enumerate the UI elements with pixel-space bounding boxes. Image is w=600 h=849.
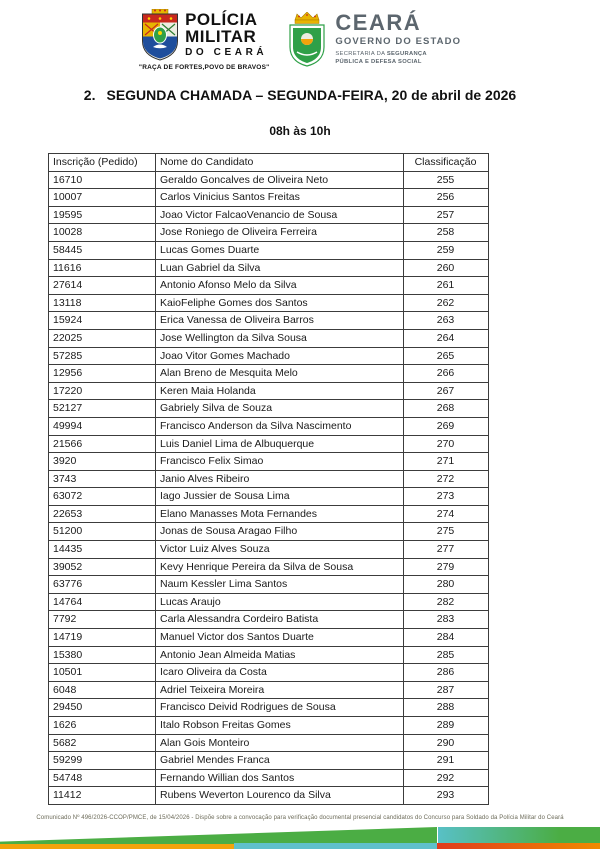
- table-cell: KaioFeliphe Gomes dos Santos: [156, 294, 404, 312]
- table-row: [49, 224, 489, 242]
- table-row: [49, 717, 489, 735]
- table-cell: 27614: [49, 277, 156, 295]
- table-row: [49, 558, 489, 576]
- ceara-government-label: GOVERNO DO ESTADO: [335, 36, 462, 47]
- table-row: [49, 435, 489, 453]
- pmce-line2: MILITAR: [185, 26, 257, 46]
- footer-teal-block: [438, 827, 600, 843]
- table-row: [49, 752, 489, 770]
- table-cell: 63776: [49, 576, 156, 594]
- table-cell: Carlos Vinicius Santos Freitas: [156, 189, 404, 207]
- table-cell: 260: [404, 259, 489, 277]
- table-cell: 293: [404, 787, 489, 805]
- table-cell: 262: [404, 294, 489, 312]
- table-row: [49, 699, 489, 717]
- table-cell: 275: [404, 523, 489, 541]
- title-number: 2.: [83, 87, 96, 103]
- table-cell: Joao Victor FalcaoVenancio de Sousa: [156, 206, 404, 224]
- table-row: [49, 312, 489, 330]
- table-header-row: [49, 154, 489, 172]
- table-row: [49, 400, 489, 418]
- table-cell: Gabriely Silva de Souza: [156, 400, 404, 418]
- table-cell: 277: [404, 541, 489, 559]
- header-logos: [0, 0, 600, 71]
- table-row: [49, 294, 489, 312]
- table-cell: Fernando Willian dos Santos: [156, 769, 404, 787]
- footer-teal-strip: [234, 843, 437, 849]
- ceara-crest-icon: [287, 12, 327, 68]
- table-cell: 255: [404, 171, 489, 189]
- pmce-crest-icon: [141, 9, 179, 61]
- table-row: [49, 646, 489, 664]
- table-cell: 29450: [49, 699, 156, 717]
- table-cell: 283: [404, 611, 489, 629]
- table-cell: 10501: [49, 664, 156, 682]
- secretariat-prefix: SECRETARIA DA: [335, 51, 387, 57]
- table-cell: 272: [404, 470, 489, 488]
- footer-orange-strip: [0, 844, 234, 849]
- pmce-logo-text: [185, 12, 267, 57]
- title-text: SEGUNDA CHAMADA – SEGUNDA-FEIRA, 20 de abril de 2026: [106, 87, 517, 103]
- table-cell: 290: [404, 734, 489, 752]
- table-cell: 267: [404, 382, 489, 400]
- table-row: [49, 576, 489, 594]
- table-cell: Carla Alessandra Cordeiro Batista: [156, 611, 404, 629]
- table-cell: 7792: [49, 611, 156, 629]
- table-cell: Joao Vitor Gomes Machado: [156, 347, 404, 365]
- table-cell: 17220: [49, 382, 156, 400]
- table-row: [49, 347, 489, 365]
- table-cell: 15924: [49, 312, 156, 330]
- table-row: [49, 277, 489, 295]
- footer-notice: Comunicado Nº 496/2026-CCOP/PMCE, de 15/04/2026 - Dispõe sobre a convocação para verificação documental presencial candidatos do Concurso para Soldado da Polícia Militar do Ceará: [36, 815, 564, 821]
- table-row: [49, 365, 489, 383]
- table-cell: 13118: [49, 294, 156, 312]
- table-cell: 266: [404, 365, 489, 383]
- table-cell: 14719: [49, 629, 156, 647]
- table-cell: Lucas Gomes Duarte: [156, 241, 404, 259]
- table-cell: Gabriel Mendes Franca: [156, 752, 404, 770]
- table-cell: Antonio Jean Almeida Matias: [156, 646, 404, 664]
- pmce-logo-top: [141, 9, 267, 61]
- ceara-gov-logo: [287, 9, 461, 68]
- table-cell: Rubens Weverton Lourenco da Silva: [156, 787, 404, 805]
- page-title: [0, 87, 600, 103]
- table-cell: 273: [404, 488, 489, 506]
- ceara-secretariat: [335, 51, 461, 66]
- table-row: [49, 611, 489, 629]
- table-cell: 19595: [49, 206, 156, 224]
- table-cell: 10007: [49, 189, 156, 207]
- table-cell: Adriel Teixeira Moreira: [156, 681, 404, 699]
- table-cell: 286: [404, 664, 489, 682]
- table-cell: 63072: [49, 488, 156, 506]
- table-cell: Francisco Deivid Rodrigues de Sousa: [156, 699, 404, 717]
- table-row: [49, 329, 489, 347]
- table-cell: 288: [404, 699, 489, 717]
- table-row: [49, 541, 489, 559]
- table-cell: 258: [404, 224, 489, 242]
- table-row: [49, 417, 489, 435]
- table-cell: Keren Maia Holanda: [156, 382, 404, 400]
- table-cell: Jose Roniego de Oliveira Ferreira: [156, 224, 404, 242]
- table-cell: Janio Alves Ribeiro: [156, 470, 404, 488]
- table-row: [49, 629, 489, 647]
- table-cell: Elano Manasses Mota Fernandes: [156, 505, 404, 523]
- secretariat-bold: SEGURANÇA: [386, 51, 427, 57]
- col-header-classificacao: Classificação: [404, 154, 489, 172]
- table-row: [49, 505, 489, 523]
- table-cell: Erica Vanessa de Oliveira Barros: [156, 312, 404, 330]
- table-cell: Jose Wellington da Silva Sousa: [156, 329, 404, 347]
- table-cell: Naum Kessler Lima Santos: [156, 576, 404, 594]
- table-cell: 22653: [49, 505, 156, 523]
- table-row: [49, 681, 489, 699]
- table-cell: 265: [404, 347, 489, 365]
- table-cell: 22025: [49, 329, 156, 347]
- session-time: 08h às 10h: [269, 124, 331, 138]
- table-cell: 269: [404, 417, 489, 435]
- table-cell: 271: [404, 453, 489, 471]
- col-header-inscricao: Inscrição (Pedido): [49, 154, 156, 172]
- table-cell: 59299: [49, 752, 156, 770]
- pmce-line3: DO CEARÁ: [185, 46, 268, 58]
- table-cell: 54748: [49, 769, 156, 787]
- table-cell: Alan Gois Monteiro: [156, 734, 404, 752]
- table-cell: 51200: [49, 523, 156, 541]
- table-cell: 291: [404, 752, 489, 770]
- table-cell: 49994: [49, 417, 156, 435]
- table-row: [49, 259, 489, 277]
- table-cell: 1626: [49, 717, 156, 735]
- secretariat-line2: PÚBLICA E DEFESA SOCIAL: [335, 58, 422, 65]
- table-cell: 5682: [49, 734, 156, 752]
- table-cell: 279: [404, 558, 489, 576]
- footer-green-wedge: [0, 827, 437, 844]
- table-cell: 58445: [49, 241, 156, 259]
- table-row: [49, 189, 489, 207]
- table-cell: 11412: [49, 787, 156, 805]
- table-cell: 15380: [49, 646, 156, 664]
- table-cell: Antonio Afonso Melo da Silva: [156, 277, 404, 295]
- pmce-line1: POLÍCIA: [185, 10, 258, 30]
- col-header-nome: Nome do Candidato: [156, 154, 404, 172]
- table-cell: 264: [404, 329, 489, 347]
- table-cell: 261: [404, 277, 489, 295]
- table-cell: 21566: [49, 435, 156, 453]
- footer-red-strip: [437, 843, 600, 849]
- table-cell: Francisco Anderson da Silva Nascimento: [156, 417, 404, 435]
- table-cell: 274: [404, 505, 489, 523]
- table-row: [49, 769, 489, 787]
- table-cell: Alan Breno de Mesquita Melo: [156, 365, 404, 383]
- table-cell: Luan Gabriel da Silva: [156, 259, 404, 277]
- table-cell: Kevy Henrique Pereira da Silva de Sousa: [156, 558, 404, 576]
- table-cell: Victor Luiz Alves Souza: [156, 541, 404, 559]
- table-cell: 52127: [49, 400, 156, 418]
- table-cell: 282: [404, 593, 489, 611]
- table-cell: 6048: [49, 681, 156, 699]
- table-cell: Italo Robson Freitas Gomes: [156, 717, 404, 735]
- pmce-motto: "RAÇA DE FORTES,POVO DE BRAVOS": [138, 64, 270, 71]
- table-row: [49, 488, 489, 506]
- table-cell: Francisco Felix Simao: [156, 453, 404, 471]
- table-cell: 39052: [49, 558, 156, 576]
- table-cell: 259: [404, 241, 489, 259]
- table-body: [49, 171, 489, 804]
- table-cell: 3920: [49, 453, 156, 471]
- ceara-logo-text: [335, 12, 461, 66]
- table-cell: 287: [404, 681, 489, 699]
- table-cell: Icaro Oliveira da Costa: [156, 664, 404, 682]
- table-cell: 263: [404, 312, 489, 330]
- table-row: [49, 453, 489, 471]
- table-row: [49, 593, 489, 611]
- table-cell: 285: [404, 646, 489, 664]
- table-cell: Iago Jussier de Sousa Lima: [156, 488, 404, 506]
- table-cell: 14764: [49, 593, 156, 611]
- table-row: [49, 523, 489, 541]
- table-cell: 257: [404, 206, 489, 224]
- table-cell: Geraldo Goncalves de Oliveira Neto: [156, 171, 404, 189]
- table-row: [49, 171, 489, 189]
- table-cell: Lucas Araujo: [156, 593, 404, 611]
- table-row: [49, 470, 489, 488]
- table-cell: 292: [404, 769, 489, 787]
- table-row: [49, 241, 489, 259]
- table-cell: 3743: [49, 470, 156, 488]
- table-cell: 270: [404, 435, 489, 453]
- table-cell: 14435: [49, 541, 156, 559]
- table-cell: 268: [404, 400, 489, 418]
- table-cell: 11616: [49, 259, 156, 277]
- table-row: [49, 734, 489, 752]
- table-cell: 12956: [49, 365, 156, 383]
- pmce-logo: [139, 9, 269, 71]
- table-cell: 284: [404, 629, 489, 647]
- table-cell: 57285: [49, 347, 156, 365]
- table-cell: 16710: [49, 171, 156, 189]
- table-cell: 256: [404, 189, 489, 207]
- table-row: [49, 787, 489, 805]
- candidates-table: [48, 153, 489, 805]
- table-cell: 10028: [49, 224, 156, 242]
- table-cell: 289: [404, 717, 489, 735]
- footer-art: [0, 826, 600, 849]
- table-cell: Manuel Victor dos Santos Duarte: [156, 629, 404, 647]
- table-cell: Luis Daniel Lima de Albuquerque: [156, 435, 404, 453]
- table-row: [49, 664, 489, 682]
- table-cell: 280: [404, 576, 489, 594]
- table-row: [49, 382, 489, 400]
- ceara-name: CEARÁ: [335, 10, 422, 35]
- table-cell: Jonas de Sousa Aragao Filho: [156, 523, 404, 541]
- table-row: [49, 206, 489, 224]
